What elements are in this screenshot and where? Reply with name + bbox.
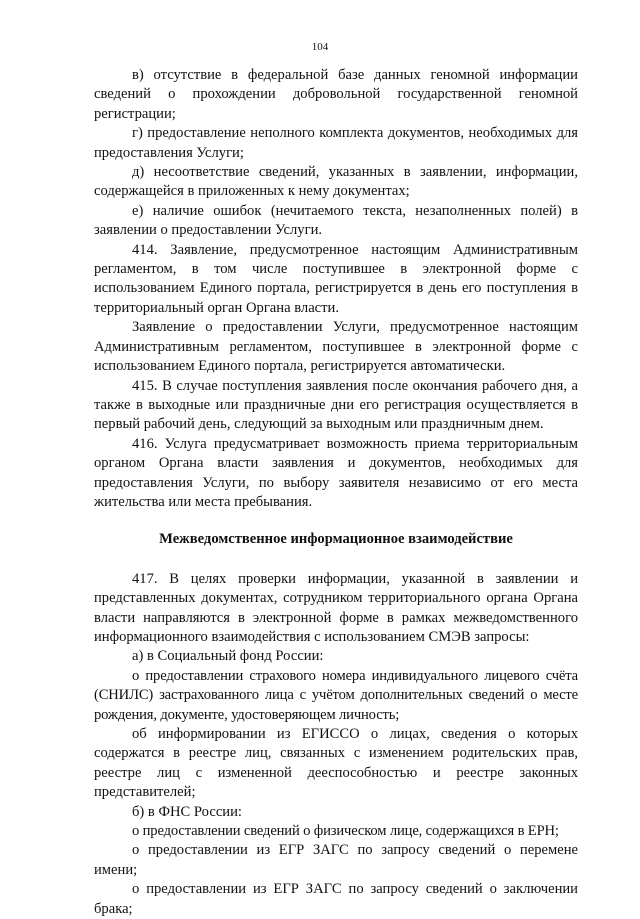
paragraph-marriage: о предоставлении из ЕГР ЗАГС по запросу сведений о заключении брака; (94, 881, 578, 917)
paragraph-417-b: б) в ФНС России: (132, 803, 242, 820)
section-heading: Межведомственное информационное взаимодействие (159, 531, 513, 548)
paragraph-egisso: об информировании из ЕГИССО о лицах, сведения о которых содержатся в реестре лиц, связанных с изменением родительских прав, реестре лиц с измененной дееспособностью и реестре законных представителей; (94, 726, 578, 801)
paragraph-ern: о предоставлении сведений о физическом лице, содержащихся в ЕРН; (132, 823, 559, 840)
paragraph-snils: о предоставлении страхового номера индивидуального лицевого счёта (СНИЛС) застрахованного лица с учётом дополнительных сведений о месте рождения, документе, удостоверяющем личность; (94, 667, 578, 723)
paragraph-item-e: е) наличие ошибок (нечитаемого текста, незаполненных полей) в заявлении о предоставлении Услуги. (94, 202, 578, 239)
paragraph-name-change: о предоставлении из ЕГР ЗАГС по запросу сведений о перемене имени; (94, 842, 578, 878)
paragraph-415: 415. В случае поступления заявления после окончания рабочего дня, а также в выходные или праздничные дни его регистрация осуществляется в первый рабочий день, следующий за выходным или праздничным днем. (94, 377, 578, 433)
page-number: 104 (311, 41, 329, 53)
document-body (94, 66, 578, 919)
paragraph-item-g: г) предоставление неполного комплекта документов, необходимых для предоставления Услуги; (94, 125, 578, 161)
paragraph-417: 417. В целях проверки информации, указанной в заявлении и представленных документах, сотрудником территориального органа Органа власти направляются в электронной форме в рамках межведомственного информационного взаимодействия с использованием СМЭВ запросы: (94, 570, 578, 645)
paragraph-item-v: в) отсутствие в федеральной базе данных геномной информации сведений о прохождении добровольной государственной геномной регистрации; (94, 67, 578, 122)
paragraph-414-continued: Заявление о предоставлении Услуги, предусмотренное настоящим Административным регламентом, поступившее в электронной форме с использованием Единого портала, регистрируется автоматически. (94, 319, 578, 375)
paragraph-417-a: а) в Социальный фонд России: (132, 648, 324, 665)
paragraph-416: 416. Услуга предусматривает возможность приема территориальным органом Органа власти заявления и документов, необходимых для предоставления Услуги, по выбору заявителя независимо от его места жительства или места пребывания. (94, 435, 578, 510)
paragraph-414: 414. Заявление, предусмотренное настоящим Административным регламентом, в том числе поступившее в электронной форме с использованием Единого портала, регистрируется в день его поступления в территориальный орган Органа власти. (94, 241, 578, 316)
paragraph-item-d: д) несоответствие сведений, указанных в заявлении, информации, содержащейся в приложенных к нему документах; (94, 164, 578, 200)
